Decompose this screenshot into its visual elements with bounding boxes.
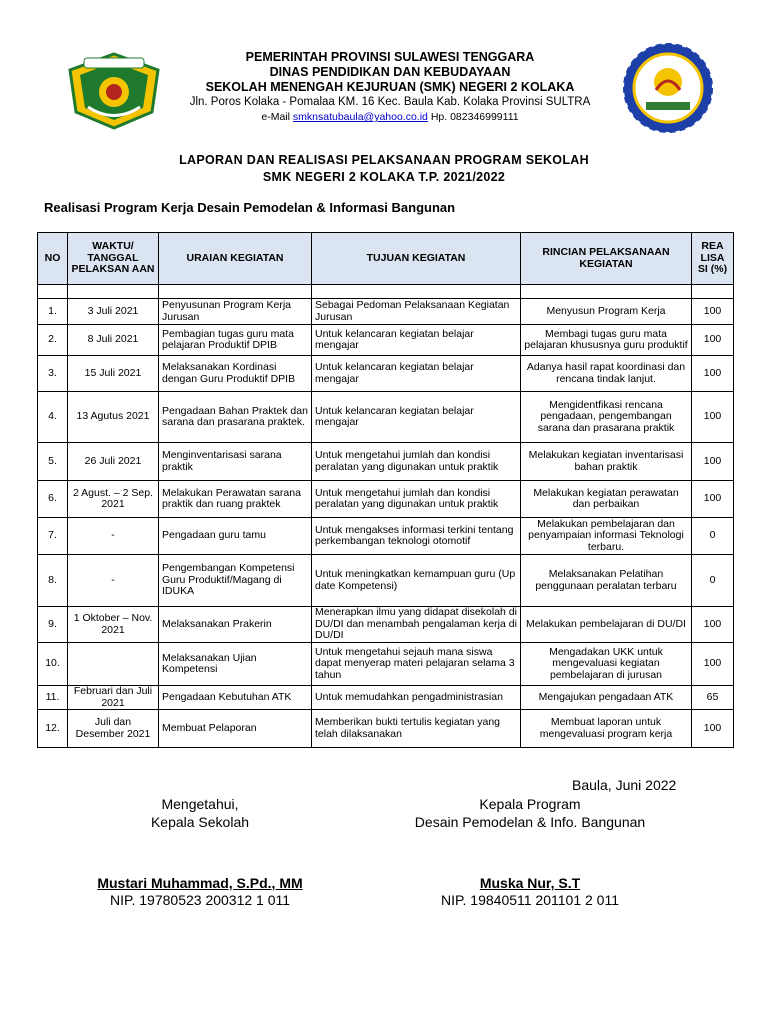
- table-row: [38, 686, 734, 710]
- letterhead-line2: DINAS PENDIDIKAN DAN KEBUDAYAAN: [269, 65, 511, 79]
- cell-realisasi: 100: [692, 356, 734, 392]
- cell-tujuan: Untuk kelancaran kegiatan belajar mengajar: [312, 356, 521, 392]
- letterhead-line3: SEKOLAH MENENGAH KEJURUAN (SMK) NEGERI 2 KOLAKA: [205, 80, 575, 94]
- cell-tujuan: Untuk meningkatkan kemampuan guru (Up date Kompetensi): [312, 555, 521, 607]
- program-table: [37, 232, 734, 748]
- cell-rincian: Membagi tugas guru mata pelajaran khususnya guru produktif: [521, 325, 692, 356]
- cell-no: 8.: [38, 555, 68, 607]
- header-no: NO: [38, 233, 68, 285]
- sig-right-line2: Desain Pemodelan & Info. Bangunan: [414, 814, 646, 830]
- cell-uraian: Pengadaan Bahan Praktek dan sarana dan prasarana praktek.: [159, 392, 312, 443]
- table-body: [38, 299, 734, 748]
- principal-nip: NIP. 19780523 200312 1 011: [109, 892, 291, 908]
- cell-no: 5.: [38, 443, 68, 481]
- cell-no: 11.: [38, 686, 68, 710]
- email-link[interactable]: smknsatubaula@yahoo.co.id: [292, 111, 428, 123]
- cell-tujuan: Untuk mengetahui sejauh mana siswa dapat menyerap materi pelajaran selama 3 tahun: [312, 643, 521, 686]
- cell-waktu: 15 Juli 2021: [68, 356, 159, 392]
- cell-rincian: Mengadakan UKK untuk mengevaluasi kegiatan pembelajaran di jurusan: [521, 643, 692, 686]
- header-realisasi: REA LISA SI (%): [692, 233, 734, 285]
- cell-tujuan: Untuk kelancaran kegiatan belajar mengajar: [312, 325, 521, 356]
- header-tujuan: TUJUAN KEGIATAN: [312, 233, 521, 285]
- report-title-line2: SMK NEGERI 2 KOLAKA T.P. 2021/2022: [262, 170, 506, 184]
- program-head-name: Muska Nur, S.T: [479, 875, 581, 891]
- cell-tujuan: Memberikan bukti tertulis kegiatan yang telah dilaksanakan: [312, 710, 521, 748]
- cell-uraian: Pembagian tugas guru mata pelajaran Produktif DPIB: [159, 325, 312, 356]
- table-header-row: [38, 233, 734, 285]
- cell-uraian: Melaksanakan Kordinasi dengan Guru Produktif DPIB: [159, 356, 312, 392]
- report-title: [0, 152, 768, 186]
- table-row: [38, 607, 734, 643]
- cell-realisasi: 100: [692, 481, 734, 518]
- cell-rincian: Mengajukan pengadaan ATK: [521, 686, 692, 710]
- place-date: Baula, Juni 2022: [572, 777, 677, 793]
- cell-realisasi: 100: [692, 392, 734, 443]
- letterhead-contact: [160, 110, 620, 125]
- principal-name: Mustari Muhammad, S.Pd., MM: [97, 875, 303, 891]
- cell-tujuan: Untuk mengetahui jumlah dan kondisi peralatan yang digunakan untuk praktik: [312, 481, 521, 518]
- cell-uraian: Pengadaan guru tamu: [159, 518, 312, 555]
- cell-uraian: Pengembangan Kompetensi Guru Produktif/Magang di IDUKA: [159, 555, 312, 607]
- cell-uraian: Melaksanakan Ujian Kompetensi: [159, 643, 312, 686]
- header-uraian: URAIAN KEGIATAN: [159, 233, 312, 285]
- cell-uraian: Membuat Pelaporan: [159, 710, 312, 748]
- header-rincian: RINCIAN PELAKSANAAN KEGIATAN: [521, 233, 692, 285]
- email-prefix: e-Mail: [261, 111, 290, 123]
- cell-realisasi: 65: [692, 686, 734, 710]
- cell-uraian: Melakukan Perawatan sarana praktik dan ruang praktek: [159, 481, 312, 518]
- cell-waktu: 3 Juli 2021: [68, 299, 159, 325]
- table-row: [38, 392, 734, 443]
- table-row: [38, 299, 734, 325]
- cell-rincian: Melakukan kegiatan inventarisasi bahan praktik: [521, 443, 692, 481]
- cell-realisasi: 100: [692, 299, 734, 325]
- sig-left-line1: Mengetahui,: [161, 796, 239, 812]
- signature-right-block: [390, 795, 670, 831]
- province-logo-icon: [66, 52, 162, 130]
- cell-waktu: Februari dan Juli 2021: [68, 686, 159, 710]
- school-logo-icon: [620, 42, 716, 134]
- cell-tujuan: Untuk mengakses informasi terkini tentang perkembangan teknologi otomotif: [312, 518, 521, 555]
- table-row: [38, 325, 734, 356]
- sig-right-line1: Kepala Program: [479, 796, 581, 812]
- cell-uraian: Menginventarisasi sarana praktik: [159, 443, 312, 481]
- phone: Hp. 082346999111: [430, 111, 519, 123]
- cell-realisasi: 0: [692, 518, 734, 555]
- cell-tujuan: Untuk mengetahui jumlah dan kondisi peralatan yang digunakan untuk praktik: [312, 443, 521, 481]
- cell-tujuan: Untuk memudahkan pengadministrasian: [312, 686, 521, 710]
- cell-rincian: Membuat laporan untuk mengevaluasi program kerja: [521, 710, 692, 748]
- cell-tujuan: Menerapkan ilmu yang didapat disekolah di DU/DI dan menambah pengalaman kerja di DU/DI: [312, 607, 521, 643]
- cell-no: 7.: [38, 518, 68, 555]
- cell-uraian: Penyusunan Program Kerja Jurusan: [159, 299, 312, 325]
- sig-left-line2: Kepala Sekolah: [150, 814, 250, 830]
- cell-waktu: 1 Oktober – Nov. 2021: [68, 607, 159, 643]
- cell-tujuan: Sebagai Pedoman Pelaksanaan Kegiatan Jurusan: [312, 299, 521, 325]
- table-row: [38, 481, 734, 518]
- letterhead-line1: PEMERINTAH PROVINSI SULAWESI TENGGARA: [245, 50, 535, 64]
- cell-rincian: Melakukan pembelajaran di DU/DI: [521, 607, 692, 643]
- cell-no: 4.: [38, 392, 68, 443]
- header-waktu: WAKTU/ TANGGAL PELAKSAN AAN: [68, 233, 159, 285]
- table-row: [38, 356, 734, 392]
- cell-waktu: -: [68, 518, 159, 555]
- signature-left-block: [80, 795, 320, 831]
- cell-no: 1.: [38, 299, 68, 325]
- cell-rincian: Melakukan kegiatan perawatan dan perbaikan: [521, 481, 692, 518]
- table-row: [38, 643, 734, 686]
- section-title: Realisasi Program Kerja Desain Pemodelan & Informasi Bangunan: [44, 200, 456, 215]
- cell-uraian: Pengadaan Kebutuhan ATK: [159, 686, 312, 710]
- cell-waktu: Juli dan Desember 2021: [68, 710, 159, 748]
- cell-no: 10.: [38, 643, 68, 686]
- table-row: [38, 555, 734, 607]
- cell-realisasi: 100: [692, 443, 734, 481]
- cell-realisasi: 100: [692, 710, 734, 748]
- cell-realisasi: 100: [692, 325, 734, 356]
- cell-no: 3.: [38, 356, 68, 392]
- cell-waktu: 8 Juli 2021: [68, 325, 159, 356]
- cell-waktu: [68, 643, 159, 686]
- cell-no: 9.: [38, 607, 68, 643]
- cell-uraian: Melaksanakan Prakerin: [159, 607, 312, 643]
- table-row: [38, 710, 734, 748]
- table-row: [38, 443, 734, 481]
- cell-no: 2.: [38, 325, 68, 356]
- cell-waktu: 2 Agust. – 2 Sep. 2021: [68, 481, 159, 518]
- cell-waktu: -: [68, 555, 159, 607]
- letterhead: [40, 40, 732, 136]
- cell-waktu: 13 Agutus 2021: [68, 392, 159, 443]
- table-row: [38, 518, 734, 555]
- cell-rincian: Adanya hasil rapat koordinasi dan rencana tindak lanjut.: [521, 356, 692, 392]
- cell-no: 6.: [38, 481, 68, 518]
- report-title-line1: LAPORAN DAN REALISASI PELAKSANAAN PROGRAM SEKOLAH: [179, 153, 589, 167]
- program-head-nip: NIP. 19840511 201101 2 011: [440, 892, 619, 908]
- cell-rincian: Melakukan pembelajaran dan penyampaian informasi Teknologi terbaru.: [521, 518, 692, 555]
- cell-waktu: 26 Juli 2021: [68, 443, 159, 481]
- cell-rincian: Menyusun Program Kerja: [521, 299, 692, 325]
- cell-no: 12.: [38, 710, 68, 748]
- letterhead-address: Jln. Poros Kolaka - Pomalaa KM. 16 Kec. Baula Kab. Kolaka Provinsi SULTRA: [189, 96, 591, 108]
- cell-realisasi: 100: [692, 643, 734, 686]
- cell-tujuan: Untuk kelancaran kegiatan belajar mengajar: [312, 392, 521, 443]
- cell-rincian: Melaksanakan Pelatihan penggunaan peralatan terbaru: [521, 555, 692, 607]
- cell-realisasi: 0: [692, 555, 734, 607]
- table-spacer-row: [38, 285, 734, 299]
- cell-realisasi: 100: [692, 607, 734, 643]
- cell-rincian: Mengidentfikasi rencana pengadaan, pengembangan sarana dan prasarana praktik: [521, 392, 692, 443]
